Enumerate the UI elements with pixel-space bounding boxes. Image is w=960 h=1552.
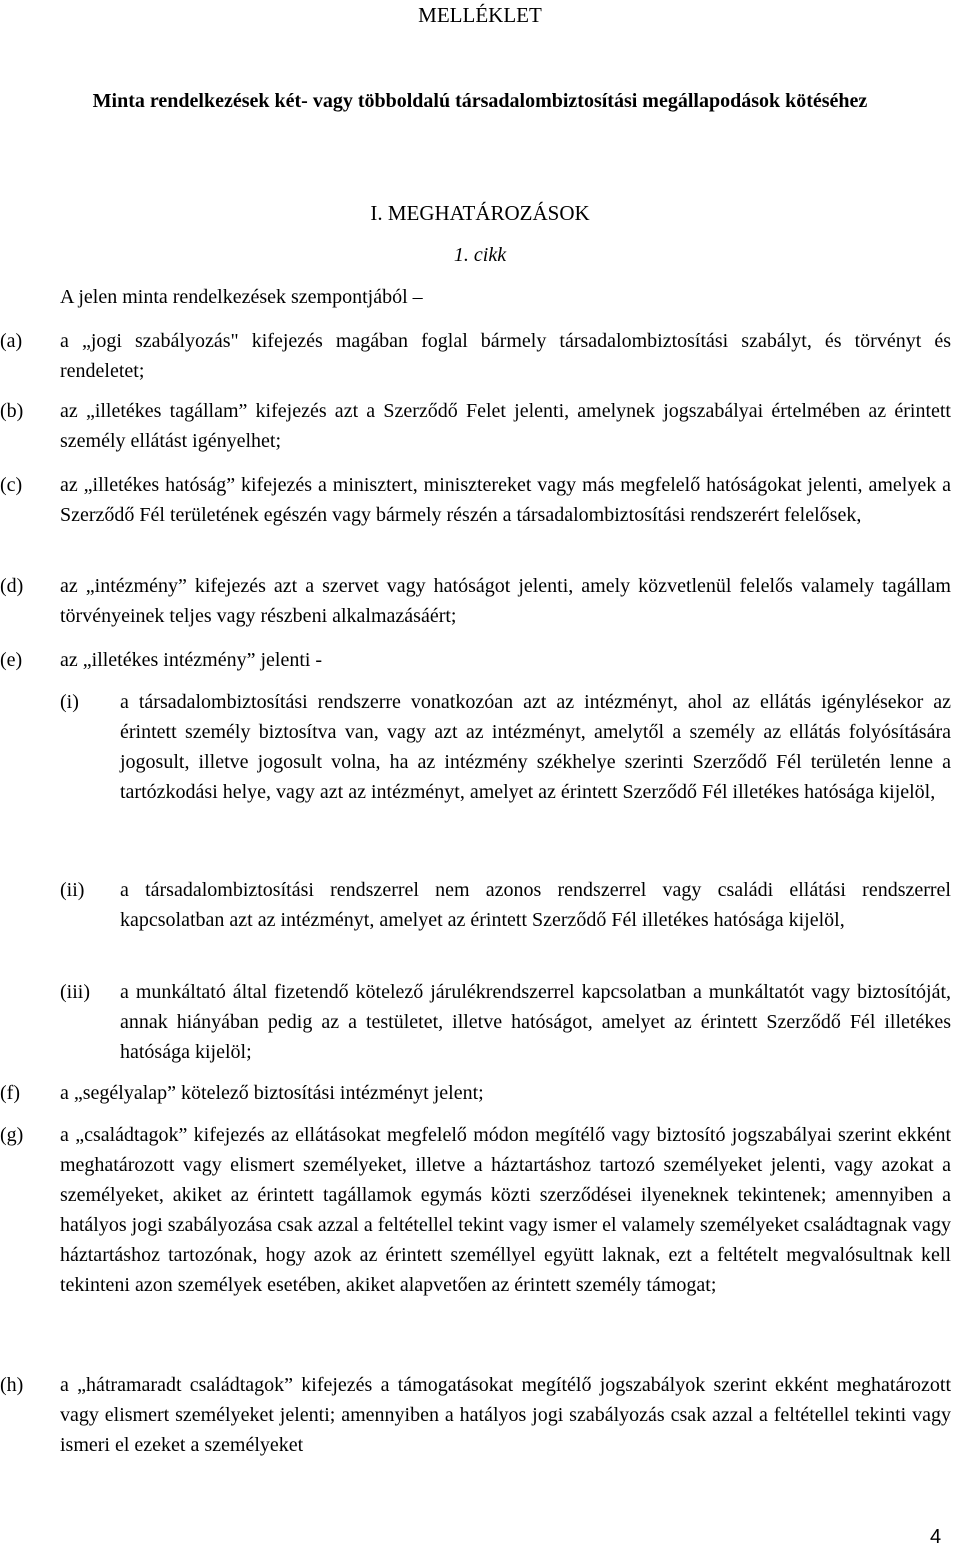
sub-definition-label: (iii) <box>60 981 90 1003</box>
definition-label: (d) <box>0 575 24 597</box>
definition-text: az „intézmény” kifejezés azt a szervet vagy hatóságot jelenti, amely közvetlenül felelős valamely tagállam törvényeinek teljes vagy részbeni alkalmazásáért; <box>60 575 951 627</box>
definition-text: az „illetékes intézmény” jelenti - <box>60 649 323 671</box>
sub-definition-label: (ii) <box>60 879 85 901</box>
definition-label: (c) <box>0 474 23 496</box>
page-number: 4 <box>930 1526 942 1548</box>
definition-text: a „segélyalap” kötelező biztosítási intézményt jelent; <box>60 1082 484 1104</box>
definition-text: az „illetékes hatóság” kifejezés a minisztert, minisztereket vagy más megfelelő hatóságokat jelenti, amelyek a Szerződő Fél területének egészén vagy bármely részén a társadalombiztosítási rendszerért felelősek, <box>60 474 951 526</box>
definition-label: (f) <box>0 1082 20 1104</box>
definition-label: (g) <box>0 1124 24 1146</box>
definition-label: (a) <box>0 330 23 352</box>
sub-definition-text: a társadalombiztosítási rendszerre vonatkozóan azt az intézményt, ahol az ellátás igénylésekor az érintett személy biztosítva van, vagy azt az intézményt, amelytől a személy az ellátás folyósítására jogosult, illetve jogosult volna, ha az intézmény székhelye szerinti Szerződő Fél területén lenne a tartózkodási helye, vagy azt az intézményt, amelyet az érintett Szerződő Fél illetékes hatósága kijelöl, <box>120 691 951 803</box>
sub-definition-label: (i) <box>60 691 79 713</box>
definition-label: (b) <box>0 400 24 422</box>
definition-text: a „hátramaradt családtagok” kifejezés a támogatásokat megítélő jogszabályok szerint ekként meghatározott vagy elismert személyeket jelenti; amennyiben a hatályos jogi szabályozás csak azzal a feltétellel tekinti vagy ismeri el ezeket a személyeket <box>60 1374 951 1456</box>
intro-text: A jelen minta rendelkezések szempontjából – <box>60 286 423 308</box>
annex-heading: MELLÉKLET <box>418 3 542 27</box>
sub-definition-text: a társadalombiztosítási rendszerrel nem azonos rendszerrel vagy családi ellátási rendszerrel kapcsolatban azt az intézményt, amelyet az érintett Szerződő Fél illetékes hatósága kijelöl, <box>120 879 951 931</box>
chapter-heading: I. MEGHATÁROZÁSOK <box>370 201 590 225</box>
article-heading: 1. cikk <box>453 244 507 266</box>
document-title: Minta rendelkezések két- vagy többoldalú társadalombiztosítási megállapodások kötéséhez <box>92 90 868 112</box>
definition-label: (h) <box>0 1374 24 1396</box>
definition-text: a „jogi szabályozás" kifejezés magában foglal bármely társadalombiztosítási szabályt, és törvényt és rendeletet; <box>60 330 951 382</box>
sub-definition-text: a munkáltató által fizetendő kötelező járulékrendszerrel kapcsolatban a munkáltatót vagy biztosítóját, annak hiányában pedig az a testületet, illetve hatóságot, amelyet az érintett Szerződő Fél illetékes hatósága kijelöl; <box>120 981 951 1063</box>
definition-text: az „illetékes tagállam” kifejezés azt a Szerződő Felet jelenti, amelynek jogszabályai értelmében az érintett személy ellátást igényelhet; <box>60 400 951 452</box>
definition-text: a „családtagok” kifejezés az ellátásokat megfelelő módon megítélő vagy biztosító jogszabályai szerint ekként meghatározott vagy elismert személyeket, illetve a háztartáshoz tartozó személyeket jelenti, vagy azokat a személyeket, akiket az érintett tagállamok egymás közti szerződései ilyeneknek tekintenek; amennyiben a hatályos jogi szabályozása csak azzal a feltétellel tekint vagy ismer el valamely személyeket családtagnak vagy háztartáshoz tartozónak, hogy azok az érintett személlyel együtt laknak, ezt a feltételt megvalósultnak kell tekinteni azon személyek esetében, akiket alapvetően az érintett személy támogat; <box>60 1124 951 1296</box>
definition-label: (e) <box>0 649 23 671</box>
